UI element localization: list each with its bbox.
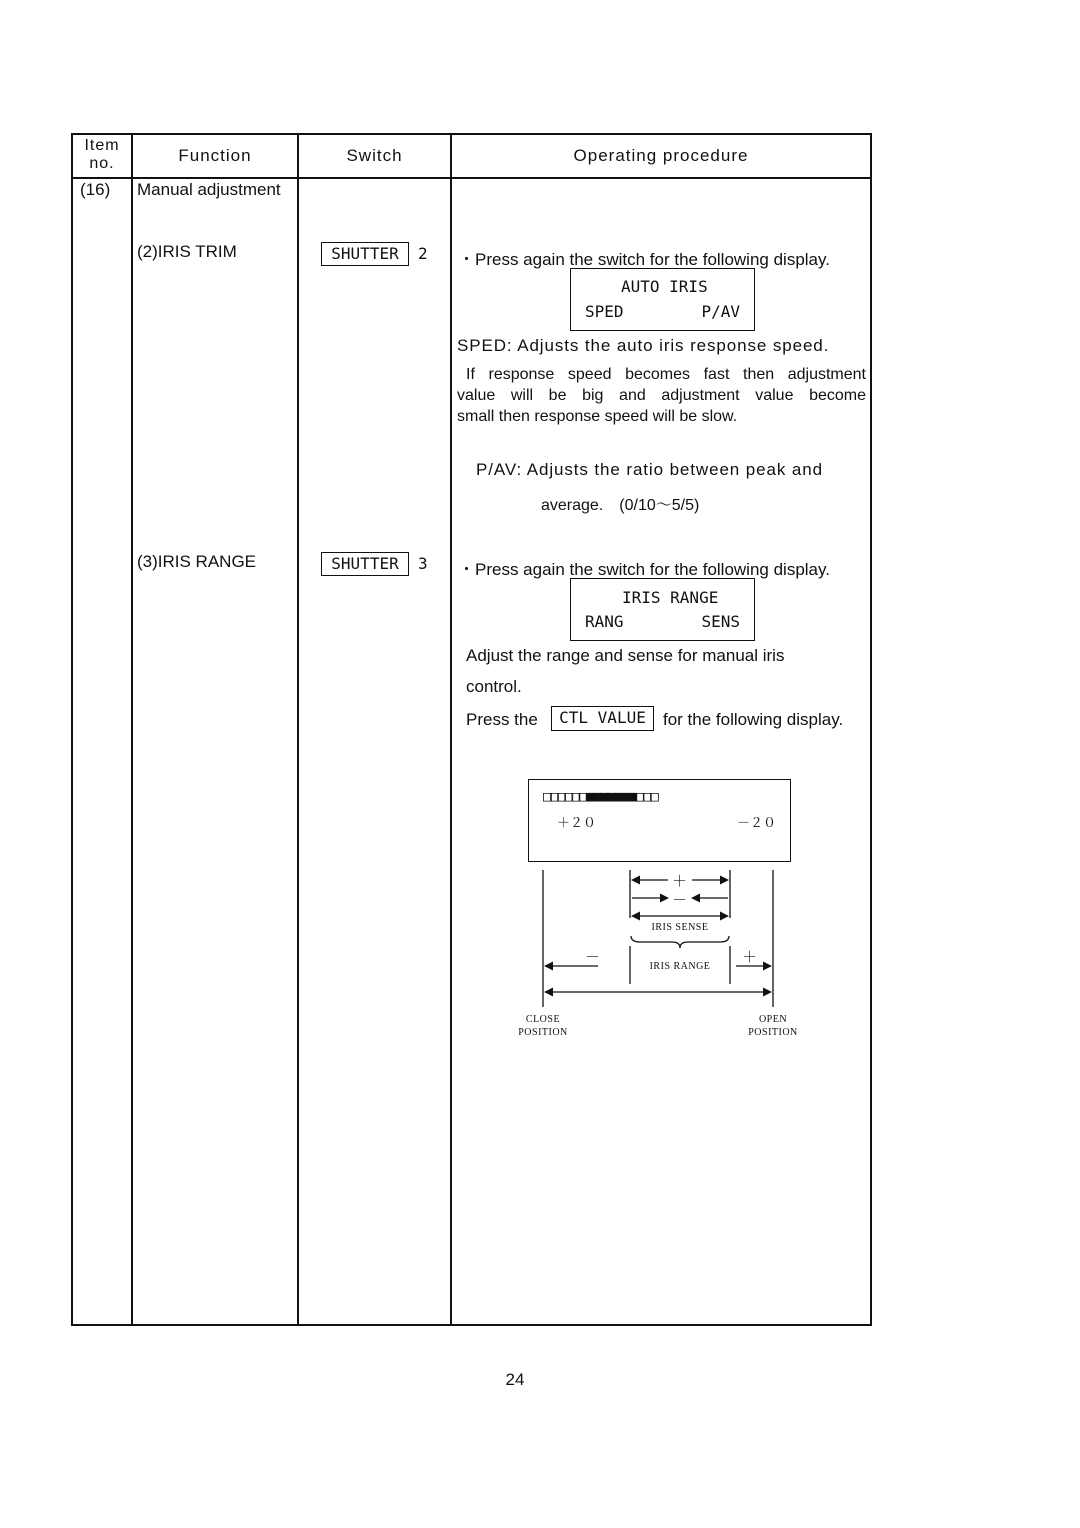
iris-range-label: IRIS RANGE (649, 961, 711, 972)
open-line: OPEN (758, 1014, 788, 1025)
header-item-line: no. (89, 155, 115, 172)
sped-description: SPED: Adjusts the auto iris response speed. (457, 336, 830, 355)
response-line: If response speed becomes fast then adjustment (466, 366, 866, 383)
iris-sense-label: IRIS SENSE (651, 922, 709, 933)
bar-display (528, 779, 791, 862)
shutter-switch: SHUTTER (321, 552, 409, 576)
display-left-item: SPED (585, 302, 624, 321)
shutter-switch: SHUTTER (321, 242, 409, 266)
range-plus-sign: ＋ (742, 949, 758, 966)
segment-bar: □□□□□□■■■■■■■□□□ (543, 789, 658, 805)
item-number: (16) (80, 180, 111, 199)
open-position-label (733, 1013, 813, 1039)
switch-press-count: 2 (418, 244, 428, 263)
bar-left-label: ＋２０ (557, 816, 597, 831)
adjust-text: control. (466, 677, 522, 696)
response-line: small then response speed will be slow. (457, 408, 738, 425)
press-text: Press the (466, 710, 538, 729)
pav-description: P/AV: Adjusts the ratio between peak and (476, 460, 823, 479)
display-right-item: SENS (701, 612, 740, 631)
switch-press-count: 3 (418, 554, 428, 573)
function-iris-trim: (2)IRIS TRIM (137, 242, 237, 261)
response-line: value will be big and adjustment value become (457, 387, 866, 404)
pav-range: average. (0/10～5/5) (541, 497, 700, 514)
position-line: POSITION (518, 1027, 568, 1038)
column-divider (297, 133, 299, 1326)
press-text: for the following display. (663, 710, 844, 729)
adjust-text: Adjust the range and sense for manual iris (466, 646, 785, 665)
close-line: CLOSE (525, 1014, 561, 1025)
minus-sign: － (672, 892, 688, 909)
header-item-line: Item (84, 137, 120, 154)
display-title: AUTO IRIS (621, 277, 708, 296)
header-function: Function (178, 146, 252, 165)
display-left-item: RANG (585, 612, 624, 631)
display-right-item: P/AV (701, 302, 740, 321)
function-iris-range: (3)IRIS RANGE (137, 552, 257, 571)
bar-right-label: －２０ (736, 816, 776, 831)
iris-range-display (570, 578, 755, 641)
page-number: 24 (505, 1370, 525, 1389)
header-switch: Switch (346, 146, 403, 165)
ctl-value-switch: CTL VALUE (551, 706, 654, 731)
plus-sign: ＋ (672, 873, 688, 890)
iris-sense-brace (631, 936, 729, 948)
header-procedure: Operating procedure (573, 146, 749, 165)
column-divider (450, 133, 452, 1326)
function-title: Manual adjustment (137, 180, 281, 199)
range-minus-sign: － (585, 949, 601, 966)
iris-trim-instruction: ・Press again the switch for the following display. (458, 250, 830, 269)
iris-range-instruction: ・Press again the switch for the following display. (458, 560, 830, 579)
close-position-label (503, 1013, 583, 1039)
header-item (73, 137, 131, 173)
position-line: POSITION (748, 1027, 798, 1038)
auto-iris-display (570, 268, 755, 331)
display-title: IRIS RANGE (622, 588, 719, 607)
header-divider (71, 177, 872, 179)
column-divider (131, 133, 133, 1326)
